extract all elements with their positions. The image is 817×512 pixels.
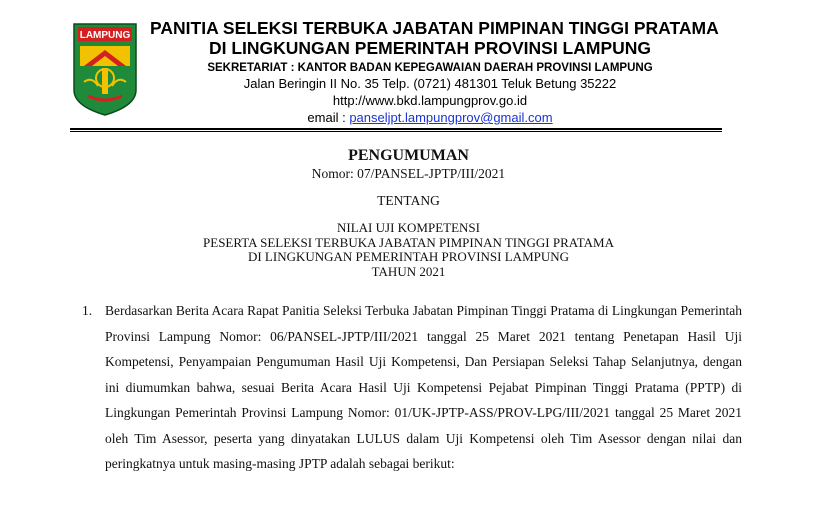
lampung-emblem-icon <box>70 20 140 118</box>
secretariat-line: SEKRETARIAT : KANTOR BADAN KEPEGAWAIAN DAERAH PROVINSI LAMPUNG <box>207 62 653 74</box>
letterhead-rule-thin <box>70 131 722 132</box>
subject-line: DI LINGKUNGAN PEMERINTAH PROVINSI LAMPUNG <box>247 249 570 264</box>
address-line: Jalan Beringin II No. 35 Telp. (0721) 481301 Teluk Betung 35222 <box>243 76 617 91</box>
announcement-number: Nomor: 07/PANSEL-JPTP/III/2021 <box>311 166 506 181</box>
list-item-number: 1. <box>82 303 93 318</box>
subject-line: TAHUN 2021 <box>371 263 446 279</box>
letterhead-rule-thick <box>70 128 722 130</box>
email-label: email : <box>307 110 346 125</box>
committee-subtitle: DI LINGKUNGAN PEMERINTAH PROVINSI LAMPUNG <box>208 38 652 58</box>
email-link[interactable]: panseljpt.lampungprov@gmail.com <box>349 110 553 125</box>
announcement-title: PENGUMUMAN <box>348 147 469 164</box>
letterhead-text <box>150 18 719 126</box>
subject-line: NILAI UJI KOMPETENSI <box>337 220 480 235</box>
list-item-text: Berdasarkan Berita Acara Rapat Panitia Seleksi Terbuka Jabatan Pimpinan Tinggi Pratama di Lingkungan Pemerintah Provinsi Lampung Nomor: 06/PANSEL-JPTP/III/2021 tanggal 25 Maret 2021 tentang Penetapan Hasil Uji Kompetensi, Penyampaian Pengumuman Hasil Uji Kompetensi, Dan Persiapan Seleksi Tahap Selanjutnya, dengan ini diumumkan bahwa, sesuai Berita Acara Hasil Uji Kompetensi Pejabat Pimpinan Tinggi Pratama (PPTP) di Lingkungan Pemerintah Provinsi Lampung Nomor: 01/UK-JPTP-ASS/PROV-LPG/III/2021 tanggal 25 Maret 2021 oleh Tim Asessor, peserta yang dinyatakan LULUS dalam Uji Kompetensi oleh Tim Asessor dengan nilai dan peringkatnya untuk masing-masing JPTP adalah sebagai berikut: <box>105 303 742 471</box>
announcement-subject <box>0 221 817 279</box>
announcement-heading <box>0 146 817 279</box>
committee-title: PANITIA SELEKSI TERBUKA JABATAN PIMPINAN TINGGI PRATAMA <box>150 18 719 38</box>
website-line: http://www.bkd.lampungprov.go.id <box>332 93 528 108</box>
letterhead <box>0 0 817 140</box>
subject-line: PESERTA SELEKSI TERBUKA JABATAN PIMPINAN TINGGI PRATAMA <box>203 234 614 250</box>
email-line <box>150 109 710 126</box>
svg-text:LAMPUNG: LAMPUNG <box>79 30 131 41</box>
about-label: TENTANG <box>377 193 440 208</box>
